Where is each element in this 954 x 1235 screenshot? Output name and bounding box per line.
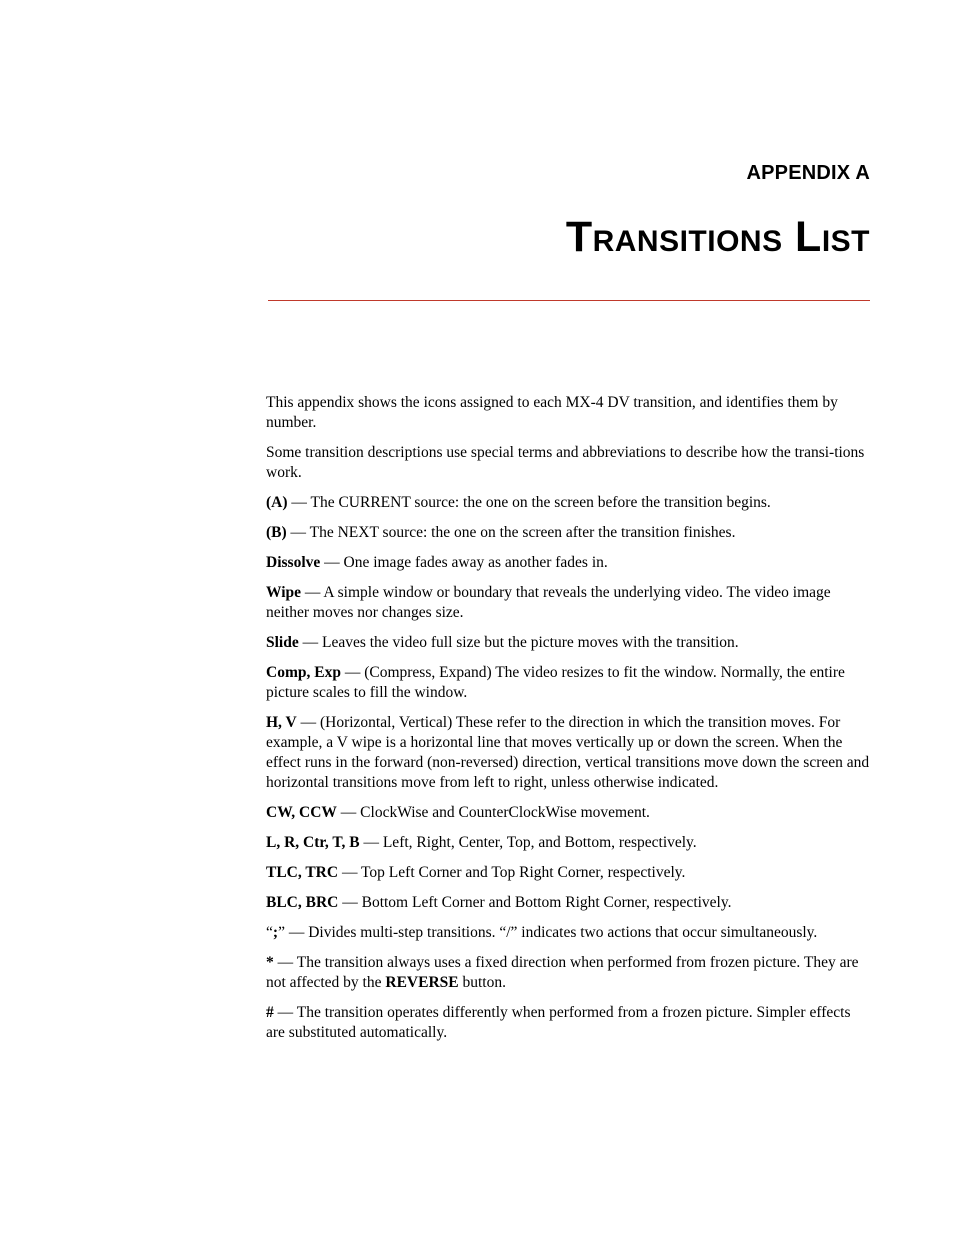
definition-term: * — [266, 954, 274, 971]
definition-text: — Top Left Corner and Top Right Corner, respectively. — [338, 864, 686, 881]
reverse-button-name: REVERSE — [385, 974, 459, 991]
definition-hash — [266, 1003, 870, 1043]
body-text — [266, 393, 870, 1053]
definition-h-v — [266, 713, 870, 793]
definition-blc-brc — [266, 893, 870, 913]
definition-term: # — [266, 1004, 274, 1021]
definition-text: — The NEXT source: the one on the screen after the transition finishes. — [286, 524, 736, 541]
definition-text: — The transition operates differently when performed from a frozen picture. Simpler effects are substituted automatically. — [266, 1004, 851, 1041]
intro-paragraph: This appendix shows the icons assigned to each MX-4 DV transition, and identifies them by number. — [266, 394, 838, 431]
appendix-label: APPENDIX A — [746, 162, 870, 184]
definition-semicolon — [266, 923, 870, 943]
definition-term: L, R, Ctr, T, B — [266, 834, 360, 851]
definition-tlc-trc — [266, 863, 870, 883]
definition-l-r-ctr-t-b — [266, 833, 870, 853]
definition-term: Dissolve — [266, 554, 321, 571]
definition-asterisk — [266, 953, 870, 993]
definition-cw-ccw — [266, 803, 870, 823]
chapter-title: Transitions List — [565, 213, 870, 261]
definition-text: — Left, Right, Center, Top, and Bottom, respectively. — [359, 834, 697, 851]
definition-term: BLC, BRC — [266, 894, 339, 911]
definition-slide — [266, 633, 870, 653]
definition-text: — One image fades away as another fades in. — [320, 554, 608, 571]
definition-term: CW, CCW — [266, 804, 337, 821]
definition-term: (B) — [266, 524, 287, 541]
definition-term: Slide — [266, 634, 299, 651]
definition-term: TLC, TRC — [266, 864, 339, 881]
definition-term: H, V — [266, 714, 297, 731]
definition-text: — The transition always uses a fixed direction when performed from frozen picture. They are not affected by the — [266, 954, 859, 991]
definition-text: — ClockWise and CounterClockWise movement. — [336, 804, 650, 821]
definition-text: — Bottom Left Corner and Bottom Right Corner, respectively. — [338, 894, 732, 911]
intro-paragraph: Some transition descriptions use special terms and abbreviations to describe how the transi-tions work. — [266, 444, 865, 481]
definition-text: — (Compress, Expand) The video resizes to fit the window. Normally, the entire picture scales to fill the window. — [266, 664, 845, 701]
definition-text: — (Horizontal, Vertical) These refer to the direction in which the transition moves. For example, a V wipe is a horizontal line that moves vertically up or down the screen. When the effect runs in the forward (non-reversed) direction, vertical transitions move down the screen and horizontal transitions move from left to right, unless otherwise indicated. — [266, 714, 870, 791]
open-quote: “ — [266, 924, 273, 941]
definition-next-source — [266, 523, 870, 543]
definition-text: — The CURRENT source: the one on the screen before the transition begins. — [287, 494, 771, 511]
definition-comp-exp — [266, 663, 870, 703]
definition-wipe — [266, 583, 870, 623]
definition-term: Wipe — [266, 584, 302, 601]
definition-term: (A) — [266, 494, 288, 511]
definition-text: button. — [458, 974, 506, 991]
definition-text: — Leaves the video full size but the picture moves with the transition. — [298, 634, 739, 651]
definition-term: ; — [272, 924, 279, 941]
title-divider — [268, 300, 870, 301]
definition-current-source — [266, 493, 870, 513]
definition-dissolve — [266, 553, 870, 573]
definition-text: ” — Divides multi-step transitions. “/” indicates two actions that occur simultaneously. — [278, 924, 818, 941]
definition-term: Comp, Exp — [266, 664, 341, 681]
definition-text: — A simple window or boundary that reveals the underlying video. The video image neither moves nor changes size. — [266, 584, 831, 621]
